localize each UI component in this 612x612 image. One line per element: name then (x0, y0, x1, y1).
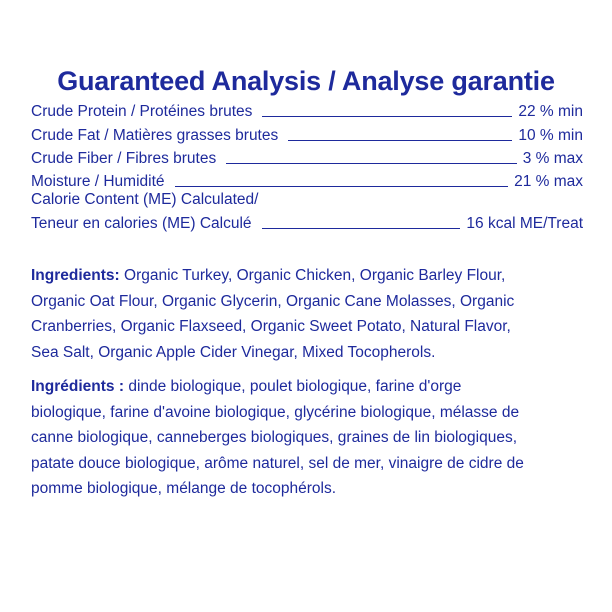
ingredients-fr-line: canne biologique, canneberges biologiques, graines de lin biologiques, (31, 429, 518, 447)
analysis-value: 21 % max (514, 173, 583, 190)
ingredients-fr-line (31, 374, 591, 400)
ingredients-fr-line: biologique, farine d'avoine biologique, glycérine biologique, mélasse de (31, 403, 520, 421)
ingredients-en-line: Cranberries, Organic Flaxseed, Organic Sweet Potato, Natural Flavor, (31, 318, 511, 336)
leader-line (226, 162, 516, 164)
leader-line (262, 227, 461, 229)
analysis-row-calorie (31, 211, 583, 233)
analysis-row-fiber (31, 146, 583, 168)
ingredients-en-line (31, 263, 591, 289)
analysis-row-moisture (31, 169, 583, 191)
ingredients-fr-line: pomme biologique, mélange de tocophérols. (31, 480, 337, 498)
analysis-label: Crude Fiber / Fibres brutes (31, 150, 217, 167)
analysis-row-protein (31, 99, 583, 121)
leader-line (175, 185, 509, 187)
analysis-value: 3 % max (522, 150, 583, 167)
ingredients-fr-text: dinde biologique, poulet biologique, farine d'orge (124, 378, 462, 395)
analysis-label: Crude Fat / Matières grasses brutes (31, 127, 279, 144)
analysis-row-fat (31, 123, 583, 145)
ingredients-en-line: Sea Salt, Organic Apple Cider Vinegar, Mixed Tocopherols. (31, 343, 436, 361)
page-title: Guaranteed Analysis / Analyse garantie (57, 66, 555, 96)
leader-line (262, 115, 512, 117)
analysis-label: Moisture / Humidité (31, 173, 165, 190)
calorie-value: 16 kcal ME/Treat (466, 215, 583, 232)
ingredients-fr (31, 374, 591, 502)
calorie-label-line2: Teneur en calories (ME) Calculé (31, 215, 252, 232)
ingredients-en-text: Organic Turkey, Organic Chicken, Organic Barley Flour, (119, 267, 506, 284)
ingredients-en-heading: Ingredients: (31, 267, 120, 284)
analysis-value: 22 % min (518, 103, 583, 120)
ingredients-en (31, 263, 591, 365)
ingredients-en-line: Organic Oat Flour, Organic Glycerin, Organic Cane Molasses, Organic (31, 292, 515, 310)
ingredients-fr-line: patate douce biologique, arôme naturel, sel de mer, vinaigre de cidre de (31, 454, 524, 472)
calorie-label-line1: Calorie Content (ME) Calculated/ (31, 191, 259, 208)
analysis-value: 10 % min (518, 127, 583, 144)
leader-line (288, 139, 512, 141)
ingredients-fr-heading: Ingrédients : (31, 378, 125, 395)
analysis-label: Crude Protein / Protéines brutes (31, 103, 253, 120)
